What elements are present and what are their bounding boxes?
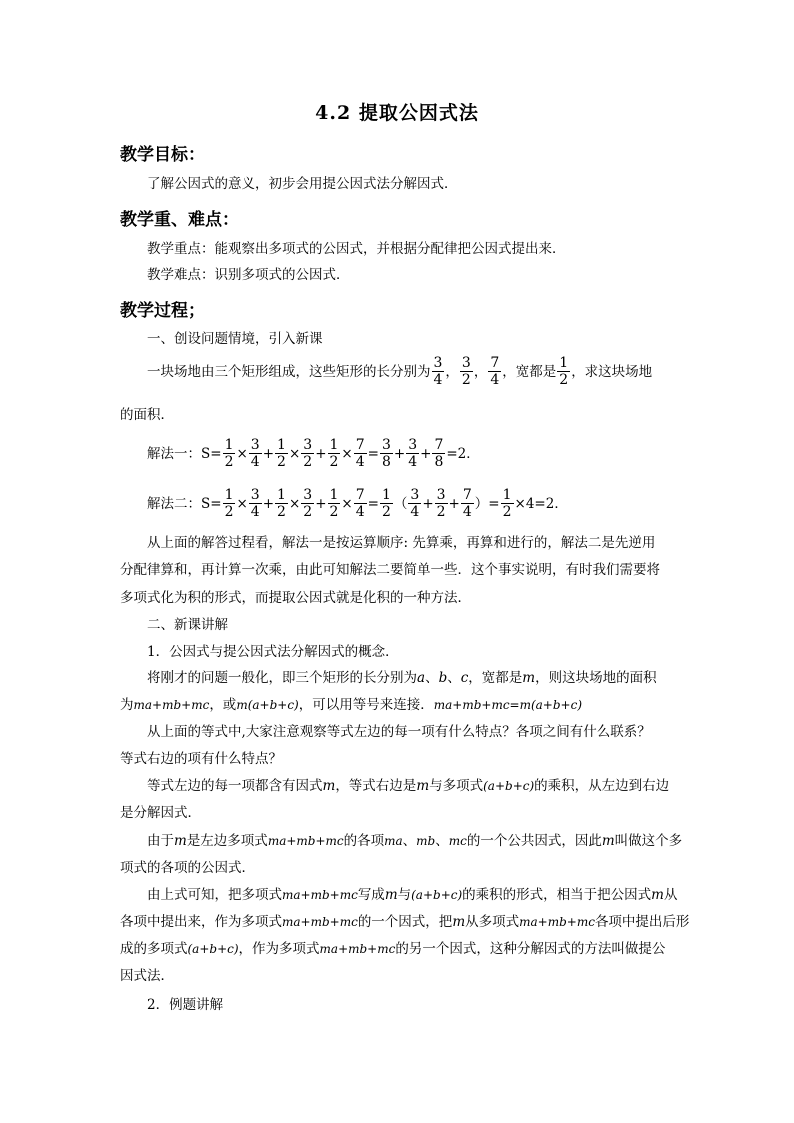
- problem-statement: 一块场地由三个矩形组成，这些矩形的长分别为 $\frac{3}{4}$ ， $\frac{3}{2}$ ， $\frac{7}{4}$ ，宽都是 $\frac{1}{2}$ ，求这块场地: [147, 355, 653, 388]
- paragraph-line: 将刚才的问题一般化，即三个矩形的长分别为a、b、c，宽都是m，则这块场地的面积: [147, 670, 657, 686]
- paragraph-line: 多项式化为积的形式，而提取公因式就是化积的一种方法．: [120, 590, 471, 606]
- paragraph-line: 等式右边的项有什么特点？: [120, 751, 282, 767]
- solution-one: 解法一：S= $\frac{1}{2}$ × $\frac{3}{4}$ + $\frac{1}{2}$ × $\frac{3}{2}$ + $\frac{1}{2}$ × $\frac{7}{4}$ = $\frac{3}{8}$ + $\frac{3}{4}$ + $\frac{7}{8}$ =2．: [147, 437, 480, 470]
- paragraph-line: 等式左边的每一项都含有因式m，等式右边是m与多项式(a+b+c)的乘积，从左边到右边: [147, 778, 670, 794]
- problem-statement-cont: 的面积．: [120, 407, 174, 423]
- paragraph-line: 各项中提出来，作为多项式ma+mb+mc的一个因式，把m从多项式ma+mb+mc各项中提出后形: [120, 914, 690, 930]
- subsection-two-title: 2．例题讲解: [147, 997, 224, 1013]
- subsection-one-title: 1．公因式与提公因式法分解因式的概念．: [147, 644, 399, 660]
- fraction: $\frac{3}{4}$: [433, 355, 443, 388]
- paragraph-line: 是分解因式．: [120, 805, 201, 821]
- heading-process: 教学过程；: [120, 301, 205, 321]
- fraction: $\frac{1}{2}$: [559, 355, 569, 388]
- fraction: $\frac{3}{2}$: [461, 355, 471, 388]
- paragraph-line: 从上面的等式中,大家注意观察等式左边的每一项有什么特点？各项之间有什么联系？: [147, 724, 651, 740]
- section-one-title: 一、创设问题情境，引入新课: [147, 331, 323, 347]
- problem-text-pre: 一块场地由三个矩形组成，这些矩形的长分别为: [147, 363, 431, 380]
- paragraph-line: 从上面的解答过程看，解法一是按运算顺序: 先算乘，再算和进行的，解法二是先逆用: [147, 535, 656, 551]
- paragraph-line: 由于m是左边多项式ma+mb+mc的各项ma、mb、mc的一个公共因式，因此m叫做这个多: [147, 833, 683, 849]
- heading-keypoints: 教学重、难点：: [120, 210, 239, 230]
- paragraph-line: 项式的各项的公因式．: [120, 860, 255, 876]
- section-two-title: 二、新课讲解: [147, 617, 228, 633]
- page-title: 4.2 提取公因式法: [315, 102, 479, 124]
- key-point-text: 教学重点：能观察出多项式的公因式，并根据分配律把公因式提出来．: [147, 241, 566, 257]
- paragraph-line: 由上式可知，把多项式ma+mb+mc写成m与(a+b+c)的乘积的形式，相当于把公因式m从: [147, 887, 678, 903]
- paragraph-line: 分配律算和，再计算一次乘，由此可知解法二要简单一些．这个事实说明，有时我们需要将: [120, 562, 660, 578]
- paragraph-line: 成的多项式(a+b+c)，作为多项式ma+mb+mc的另一个因式，这种分解因式的方法叫做提公: [120, 941, 666, 957]
- fraction: $\frac{7}{4}$: [490, 355, 500, 388]
- heading-goal: 教学目标：: [120, 145, 205, 165]
- paragraph-line: 因式法．: [120, 968, 174, 984]
- solution-two: 解法二：S= $\frac{1}{2}$ × $\frac{3}{4}$ + $\frac{1}{2}$ × $\frac{3}{2}$ + $\frac{1}{2}$ × $\frac{7}{4}$ = $\frac{1}{2}$ （ $\frac{3}{4}$ + $\frac{3}{2}$ + $\frac{7}{4}$ ）= $\frac{1}{2}$ ×4=2．: [147, 487, 568, 520]
- goal-text: 了解公因式的意义，初步会用提公因式法分解因式．: [147, 176, 458, 192]
- paragraph-line: 为ma+mb+mc，或m(a+b+c)，可以用等号来连接．ma+mb+mc=m(a+b+c): [120, 697, 582, 713]
- difficult-point-text: 教学难点：识别多项式的公因式．: [147, 267, 350, 283]
